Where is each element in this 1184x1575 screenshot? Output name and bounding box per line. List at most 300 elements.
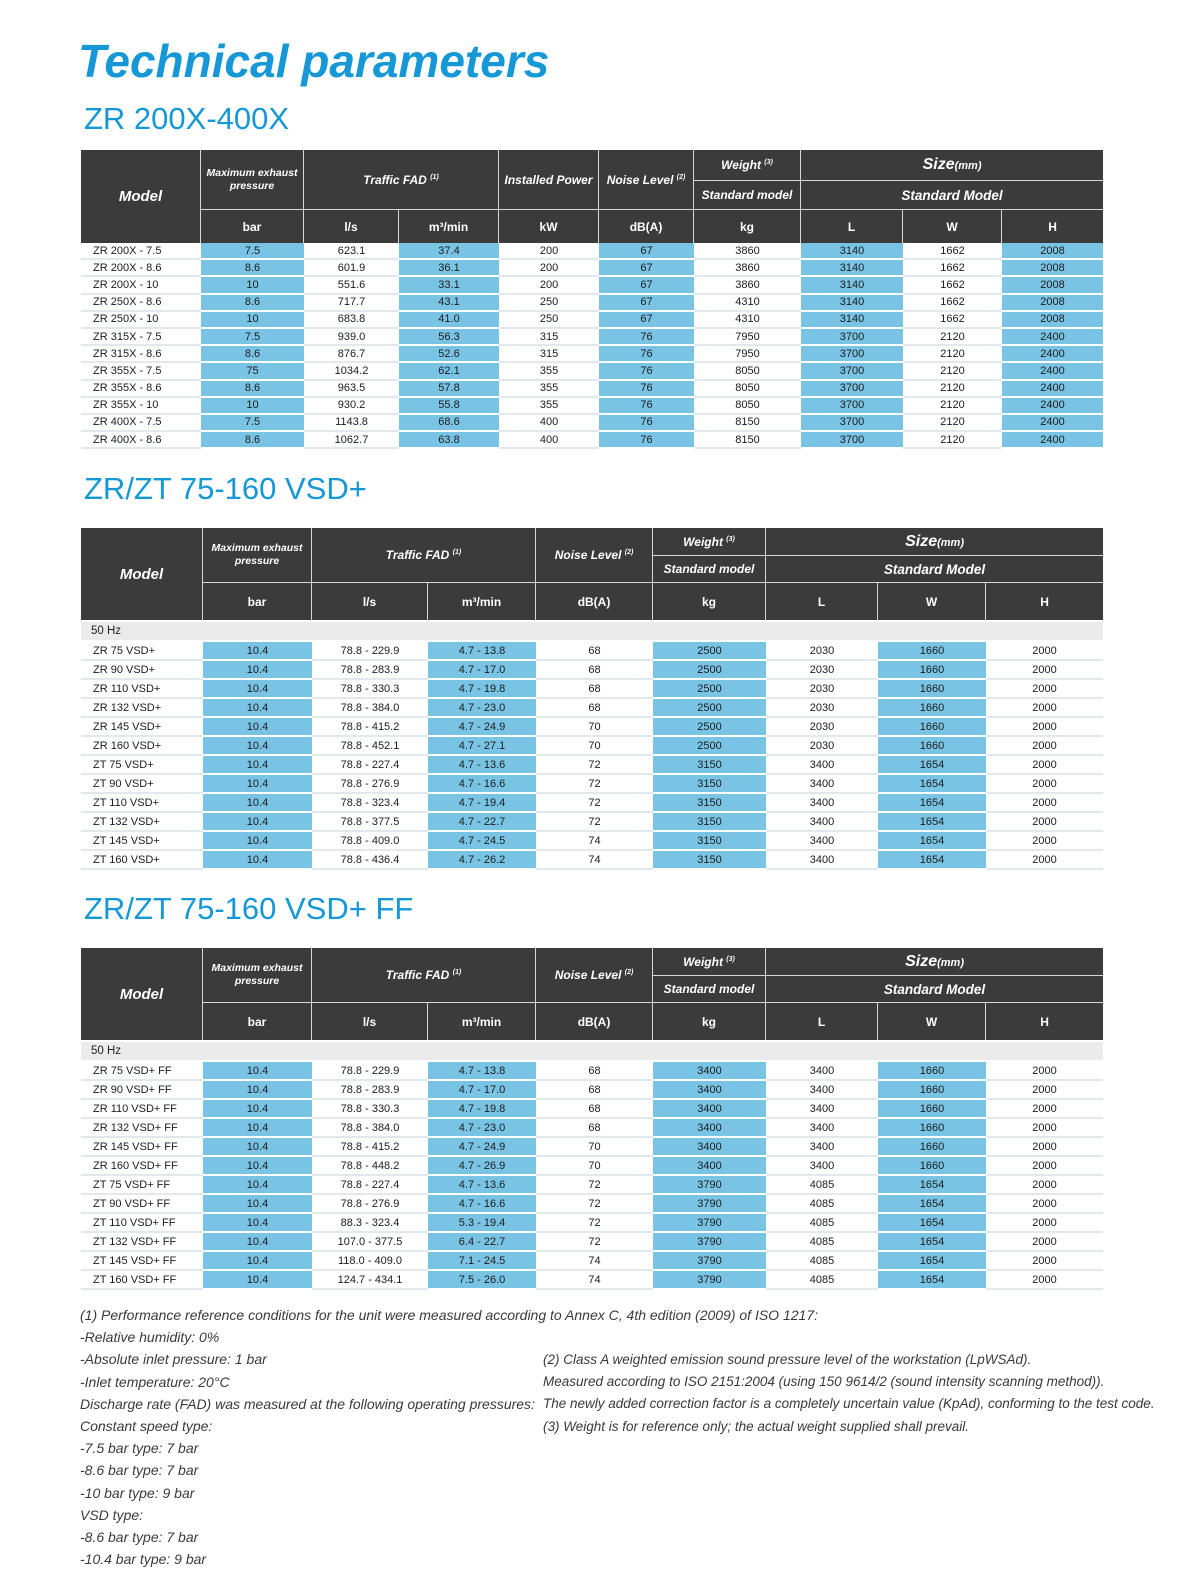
- value-cell: 10: [201, 398, 304, 415]
- value-cell: 78.8 - 415.2: [312, 1138, 428, 1157]
- value-cell: 2030: [766, 661, 878, 680]
- table-row: [81, 813, 1103, 832]
- col-header-size: [801, 150, 1103, 181]
- value-cell: 78.8 - 436.4: [312, 851, 428, 870]
- section-heading-zrzt-75-160-vsd-ff: ZR/ZT 75-160 VSD+ FF: [84, 891, 414, 926]
- model-cell: ZR 160 VSD+ FF: [81, 1157, 203, 1176]
- value-cell: 36.1: [399, 260, 499, 277]
- col-header-size: [766, 528, 1103, 556]
- table-row: [81, 312, 1103, 329]
- value-cell: 4.7 - 22.7: [428, 813, 536, 832]
- value-cell: 68: [536, 1119, 653, 1138]
- value-cell: 55.8: [399, 398, 499, 415]
- value-cell: 68: [536, 661, 653, 680]
- value-cell: 2120: [903, 329, 1002, 346]
- value-cell: 2000: [986, 1195, 1103, 1214]
- value-cell: 2000: [986, 813, 1103, 832]
- value-cell: 70: [536, 718, 653, 737]
- page-title: Technical parameters: [78, 35, 550, 87]
- model-cell: ZR 75 VSD+: [81, 642, 203, 661]
- value-cell: 3790: [653, 1214, 766, 1233]
- unit-dba: dB(A): [599, 210, 694, 243]
- value-cell: 200: [499, 260, 599, 277]
- table-row: [81, 363, 1103, 380]
- value-cell: 2400: [1002, 329, 1103, 346]
- value-cell: 2000: [986, 1214, 1103, 1233]
- value-cell: 10.4: [203, 680, 312, 699]
- table-row: [81, 1233, 1103, 1252]
- value-cell: 10.4: [203, 642, 312, 661]
- value-cell: 68.6: [399, 415, 499, 432]
- value-cell: 2000: [986, 1119, 1103, 1138]
- col-header-max-exhaust-pressure: [203, 528, 312, 583]
- weight-superscript: (3): [726, 535, 735, 543]
- unit-kg: kg: [653, 1003, 766, 1040]
- value-cell: 2120: [903, 398, 1002, 415]
- value-cell: 2120: [903, 363, 1002, 380]
- value-cell: 355: [499, 381, 599, 398]
- model-cell: ZT 75 VSD+: [81, 756, 203, 775]
- table-row: [81, 775, 1103, 794]
- table-row: [81, 329, 1103, 346]
- value-cell: 3700: [801, 415, 903, 432]
- value-cell: 2400: [1002, 346, 1103, 363]
- footnote-line: -8.6 bar type: 7 bar: [80, 1529, 199, 1546]
- value-cell: 78.8 - 276.9: [312, 1195, 428, 1214]
- value-cell: 70: [536, 737, 653, 756]
- value-cell: 78.8 - 276.9: [312, 775, 428, 794]
- value-cell: 10.4: [203, 1062, 312, 1081]
- table-row: [81, 1081, 1103, 1100]
- freq-band-row: [81, 1040, 1103, 1062]
- value-cell: 2000: [986, 1100, 1103, 1119]
- model-cell: ZR 110 VSD+ FF: [81, 1100, 203, 1119]
- value-cell: 2030: [766, 718, 878, 737]
- value-cell: 68: [536, 642, 653, 661]
- value-cell: 3790: [653, 1252, 766, 1271]
- value-cell: 72: [536, 775, 653, 794]
- value-cell: 72: [536, 1176, 653, 1195]
- value-cell: 4310: [694, 312, 801, 329]
- weight-superscript: (3): [764, 159, 773, 166]
- value-cell: 1660: [878, 642, 986, 661]
- value-cell: 3400: [653, 1081, 766, 1100]
- value-cell: 2000: [986, 642, 1103, 661]
- freq-band-row: [81, 620, 1103, 642]
- value-cell: 1660: [878, 1081, 986, 1100]
- table-row: [81, 346, 1103, 363]
- footnote-line: (1) Performance reference conditions for the unit were measured according to Annex C, 4th edition (2009) of ISO 1217:: [80, 1307, 818, 1323]
- value-cell: 4.7 - 26.9: [428, 1157, 536, 1176]
- value-cell: 876.7: [304, 346, 399, 363]
- value-cell: 62.1: [399, 363, 499, 380]
- model-cell: ZT 160 VSD+ FF: [81, 1271, 203, 1290]
- model-cell: ZR 75 VSD+ FF: [81, 1062, 203, 1081]
- value-cell: 74: [536, 832, 653, 851]
- value-cell: 250: [499, 312, 599, 329]
- value-cell: 2000: [986, 1081, 1103, 1100]
- value-cell: 3150: [653, 813, 766, 832]
- table-row: [81, 432, 1103, 449]
- value-cell: 551.6: [304, 277, 399, 294]
- value-cell: 10.4: [203, 699, 312, 718]
- value-cell: 3860: [694, 260, 801, 277]
- value-cell: 2000: [986, 1252, 1103, 1271]
- value-cell: 3150: [653, 794, 766, 813]
- value-cell: 4085: [766, 1252, 878, 1271]
- model-cell: ZR 90 VSD+ FF: [81, 1081, 203, 1100]
- value-cell: 2000: [986, 775, 1103, 794]
- value-cell: 3400: [766, 813, 878, 832]
- value-cell: 2500: [653, 699, 766, 718]
- freq-band-label: 50 Hz: [81, 1040, 1103, 1062]
- value-cell: 4.7 - 13.8: [428, 642, 536, 661]
- value-cell: 56.3: [399, 329, 499, 346]
- model-cell: ZR 400X - 7.5: [81, 415, 201, 432]
- table-row: [81, 1195, 1103, 1214]
- value-cell: 2000: [986, 1062, 1103, 1081]
- table-row: [81, 756, 1103, 775]
- value-cell: 2030: [766, 642, 878, 661]
- value-cell: 76: [599, 329, 694, 346]
- value-cell: 1660: [878, 699, 986, 718]
- value-cell: 10.4: [203, 718, 312, 737]
- value-cell: 68: [536, 680, 653, 699]
- value-cell: 7.5: [201, 415, 304, 432]
- value-cell: 3400: [766, 1119, 878, 1138]
- value-cell: 10.4: [203, 775, 312, 794]
- value-cell: 1660: [878, 1138, 986, 1157]
- traffic-fad-label: Traffic FAD: [385, 548, 450, 562]
- value-cell: 43.1: [399, 295, 499, 312]
- value-cell: 10.4: [203, 1233, 312, 1252]
- size-label: Size: [922, 156, 955, 173]
- value-cell: 3150: [653, 756, 766, 775]
- value-cell: 78.8 - 452.1: [312, 737, 428, 756]
- noise-level-superscript: (2): [676, 173, 686, 181]
- unit-dba: dB(A): [536, 583, 653, 620]
- value-cell: 57.8: [399, 381, 499, 398]
- value-cell: 67: [599, 312, 694, 329]
- value-cell: 76: [599, 398, 694, 415]
- unit-bar: bar: [203, 1003, 312, 1040]
- table-row: [81, 851, 1103, 870]
- value-cell: 930.2: [304, 398, 399, 415]
- traffic-fad-superscript: (1): [452, 549, 462, 556]
- value-cell: 2030: [766, 680, 878, 699]
- value-cell: 4.7 - 24.9: [428, 718, 536, 737]
- value-cell: 4.7 - 27.1: [428, 737, 536, 756]
- freq-band-label: 50 Hz: [81, 620, 1103, 642]
- col-subheader-size-standard-model: Standard Model: [766, 556, 1103, 583]
- col-header-weight: [653, 528, 766, 556]
- value-cell: 355: [499, 363, 599, 380]
- value-cell: 1660: [878, 718, 986, 737]
- col-header-size: [766, 948, 1103, 976]
- value-cell: 10: [201, 312, 304, 329]
- value-cell: 200: [499, 243, 599, 260]
- unit-h: H: [986, 1003, 1103, 1040]
- table-row: [81, 1100, 1103, 1119]
- value-cell: 2008: [1002, 243, 1103, 260]
- value-cell: 67: [599, 243, 694, 260]
- table-row: [81, 1176, 1103, 1195]
- section-heading-zrzt-75-160-vsd: ZR/ZT 75-160 VSD+: [84, 471, 367, 506]
- col-header-model: Model: [81, 528, 203, 620]
- value-cell: 315: [499, 346, 599, 363]
- value-cell: 74: [536, 1271, 653, 1290]
- value-cell: 6.4 - 22.7: [428, 1233, 536, 1252]
- unit-h: H: [986, 583, 1103, 620]
- value-cell: 1143.8: [304, 415, 399, 432]
- value-cell: 70: [536, 1157, 653, 1176]
- unit-dba: dB(A): [536, 1003, 653, 1040]
- value-cell: 10.4: [203, 813, 312, 832]
- table-header: [81, 150, 1103, 243]
- value-cell: 10.4: [203, 756, 312, 775]
- value-cell: 72: [536, 794, 653, 813]
- value-cell: 3140: [801, 295, 903, 312]
- value-cell: 2120: [903, 415, 1002, 432]
- value-cell: 4.7 - 23.0: [428, 699, 536, 718]
- value-cell: 3790: [653, 1176, 766, 1195]
- table-row: [81, 1157, 1103, 1176]
- unit-ls: l/s: [312, 583, 428, 620]
- value-cell: 4085: [766, 1214, 878, 1233]
- value-cell: 68: [536, 1100, 653, 1119]
- value-cell: 4.7 - 13.6: [428, 756, 536, 775]
- value-cell: 37.4: [399, 243, 499, 260]
- value-cell: 78.8 - 330.3: [312, 1100, 428, 1119]
- value-cell: 2000: [986, 718, 1103, 737]
- value-cell: 1662: [903, 243, 1002, 260]
- value-cell: 8050: [694, 363, 801, 380]
- value-cell: 2000: [986, 699, 1103, 718]
- section-heading-zr-200x-400x: ZR 200X-400X: [84, 101, 290, 136]
- value-cell: 10.4: [203, 1138, 312, 1157]
- value-cell: 4.7 - 24.5: [428, 832, 536, 851]
- value-cell: 2500: [653, 661, 766, 680]
- value-cell: 3860: [694, 243, 801, 260]
- value-cell: 72: [536, 1214, 653, 1233]
- value-cell: 78.8 - 229.9: [312, 1062, 428, 1081]
- value-cell: 10.4: [203, 737, 312, 756]
- model-cell: ZR 315X - 7.5: [81, 329, 201, 346]
- unit-bar: bar: [203, 583, 312, 620]
- unit-l: L: [766, 1003, 878, 1040]
- model-cell: ZR 250X - 8.6: [81, 295, 201, 312]
- footnotes-right: [543, 1349, 1163, 1438]
- model-cell: ZR 355X - 7.5: [81, 363, 201, 380]
- size-unit-label: (mm): [937, 536, 964, 549]
- footnote-line: -10.4 bar type: 9 bar: [80, 1551, 207, 1568]
- value-cell: 3700: [801, 363, 903, 380]
- value-cell: 2500: [653, 737, 766, 756]
- footnote-line: Constant speed type:: [80, 1418, 213, 1435]
- value-cell: 2500: [653, 718, 766, 737]
- value-cell: 76: [599, 363, 694, 380]
- value-cell: 4.7 - 17.0: [428, 1081, 536, 1100]
- value-cell: 400: [499, 432, 599, 449]
- table-row: [81, 1138, 1103, 1157]
- value-cell: 78.8 - 229.9: [312, 642, 428, 661]
- value-cell: 4.7 - 19.8: [428, 680, 536, 699]
- table-row: [81, 277, 1103, 294]
- value-cell: 7.5: [201, 329, 304, 346]
- col-header-traffic-fad: [304, 150, 499, 210]
- value-cell: 3400: [653, 1138, 766, 1157]
- value-cell: 1654: [878, 1176, 986, 1195]
- value-cell: 8050: [694, 381, 801, 398]
- traffic-fad-label: Traffic FAD: [363, 172, 427, 187]
- value-cell: 8.6: [201, 381, 304, 398]
- col-subheader-size-standard-model: Standard Model: [766, 976, 1103, 1003]
- model-cell: ZR 200X - 8.6: [81, 260, 201, 277]
- value-cell: 78.8 - 448.2: [312, 1157, 428, 1176]
- model-cell: ZR 355X - 10: [81, 398, 201, 415]
- value-cell: 4.7 - 24.9: [428, 1138, 536, 1157]
- value-cell: 10.4: [203, 661, 312, 680]
- value-cell: 78.8 - 283.9: [312, 661, 428, 680]
- table-row: [81, 1062, 1103, 1081]
- value-cell: 72: [536, 813, 653, 832]
- col-header-installed-power: Installed Power: [499, 150, 599, 210]
- value-cell: 3860: [694, 277, 801, 294]
- value-cell: 7.5: [201, 243, 304, 260]
- model-cell: ZT 90 VSD+ FF: [81, 1195, 203, 1214]
- footnote-line: (2) Class A weighted emission sound pressure level of the workstation (LpWSAd).: [543, 1352, 1032, 1367]
- table-row: [81, 794, 1103, 813]
- weight-superscript: (3): [726, 955, 735, 963]
- col-header-weight: [694, 150, 801, 181]
- value-cell: 4.7 - 26.2: [428, 851, 536, 870]
- noise-level-superscript: (2): [624, 969, 634, 976]
- value-cell: 1654: [878, 813, 986, 832]
- col-subheader-weight-standard-model: Standard model: [653, 556, 766, 583]
- value-cell: 4085: [766, 1271, 878, 1290]
- unit-kg: kg: [694, 210, 801, 243]
- value-cell: 717.7: [304, 295, 399, 312]
- value-cell: 3400: [653, 1157, 766, 1176]
- value-cell: 8.6: [201, 295, 304, 312]
- value-cell: 1062.7: [304, 432, 399, 449]
- value-cell: 4085: [766, 1195, 878, 1214]
- unit-kw: kW: [499, 210, 599, 243]
- value-cell: 76: [599, 432, 694, 449]
- value-cell: 10.4: [203, 1119, 312, 1138]
- table-row: [81, 699, 1103, 718]
- value-cell: 3700: [801, 432, 903, 449]
- footnote-line: The newly added correction factor is a completely uncertain value (KpAd), conforming to the test code.: [543, 1396, 1155, 1412]
- value-cell: 2000: [986, 661, 1103, 680]
- value-cell: 2000: [986, 851, 1103, 870]
- value-cell: 3400: [766, 1062, 878, 1081]
- table-row: [81, 1252, 1103, 1271]
- footnote-line: -Inlet temperature: 20°C: [80, 1373, 230, 1390]
- value-cell: 68: [536, 1081, 653, 1100]
- value-cell: 78.8 - 227.4: [312, 1176, 428, 1195]
- value-cell: 623.1: [304, 243, 399, 260]
- value-cell: 2000: [986, 1176, 1103, 1195]
- value-cell: 400: [499, 415, 599, 432]
- value-cell: 3400: [766, 756, 878, 775]
- value-cell: 939.0: [304, 329, 399, 346]
- value-cell: 1660: [878, 1119, 986, 1138]
- value-cell: 2000: [986, 1138, 1103, 1157]
- value-cell: 7950: [694, 329, 801, 346]
- value-cell: 7.5 - 26.0: [428, 1271, 536, 1290]
- value-cell: 52.6: [399, 346, 499, 363]
- unit-h: H: [1002, 210, 1103, 243]
- value-cell: 72: [536, 1233, 653, 1252]
- model-cell: ZR 355X - 8.6: [81, 381, 201, 398]
- noise-level-label: Noise Level: [554, 968, 622, 982]
- value-cell: 118.0 - 409.0: [312, 1252, 428, 1271]
- spec-table-zrzt-75-160-vsd: [81, 528, 1103, 870]
- value-cell: 1654: [878, 832, 986, 851]
- value-cell: 4310: [694, 295, 801, 312]
- weight-label: Weight: [683, 954, 723, 969]
- spec-table-zrzt-75-160-vsd-ff: [81, 948, 1103, 1290]
- value-cell: 10: [201, 277, 304, 294]
- value-cell: 2000: [986, 680, 1103, 699]
- value-cell: 3400: [766, 1138, 878, 1157]
- unit-kg: kg: [653, 583, 766, 620]
- weight-label: Weight: [721, 158, 761, 172]
- value-cell: 4.7 - 23.0: [428, 1119, 536, 1138]
- table-row: [81, 832, 1103, 851]
- value-cell: 76: [599, 381, 694, 398]
- value-cell: 1654: [878, 794, 986, 813]
- value-cell: 10.4: [203, 832, 312, 851]
- value-cell: 78.8 - 377.5: [312, 813, 428, 832]
- value-cell: 1654: [878, 775, 986, 794]
- size-unit-label: (mm): [954, 160, 982, 172]
- value-cell: 3790: [653, 1233, 766, 1252]
- value-cell: 4.7 - 19.8: [428, 1100, 536, 1119]
- model-cell: ZT 110 VSD+: [81, 794, 203, 813]
- table-row: [81, 680, 1103, 699]
- value-cell: 74: [536, 1252, 653, 1271]
- value-cell: 67: [599, 295, 694, 312]
- value-cell: 1662: [903, 312, 1002, 329]
- value-cell: 315: [499, 329, 599, 346]
- value-cell: 2000: [986, 1157, 1103, 1176]
- model-cell: ZT 145 VSD+: [81, 832, 203, 851]
- model-cell: ZT 132 VSD+: [81, 813, 203, 832]
- value-cell: 3400: [766, 794, 878, 813]
- value-cell: 88.3 - 323.4: [312, 1214, 428, 1233]
- table-row: [81, 243, 1103, 260]
- value-cell: 3400: [766, 1157, 878, 1176]
- value-cell: 7.1 - 24.5: [428, 1252, 536, 1271]
- value-cell: 4.7 - 13.6: [428, 1176, 536, 1195]
- size-unit-label: (mm): [937, 956, 964, 969]
- col-header-traffic-fad: [312, 528, 536, 583]
- value-cell: 200: [499, 277, 599, 294]
- value-cell: 2008: [1002, 295, 1103, 312]
- unit-m3min: m³/min: [399, 210, 499, 243]
- table-row: [81, 295, 1103, 312]
- footnote-line: Measured according to ISO 2151:2004 (using 150 9614/2 (sound intensity scanning method)).: [543, 1374, 1105, 1390]
- value-cell: 10.4: [203, 1252, 312, 1271]
- model-cell: ZR 160 VSD+: [81, 737, 203, 756]
- value-cell: 3400: [766, 1100, 878, 1119]
- pressure-label-line2: pressure: [234, 555, 280, 567]
- value-cell: 3400: [653, 1100, 766, 1119]
- model-cell: ZT 145 VSD+ FF: [81, 1252, 203, 1271]
- size-label: Size: [905, 952, 938, 970]
